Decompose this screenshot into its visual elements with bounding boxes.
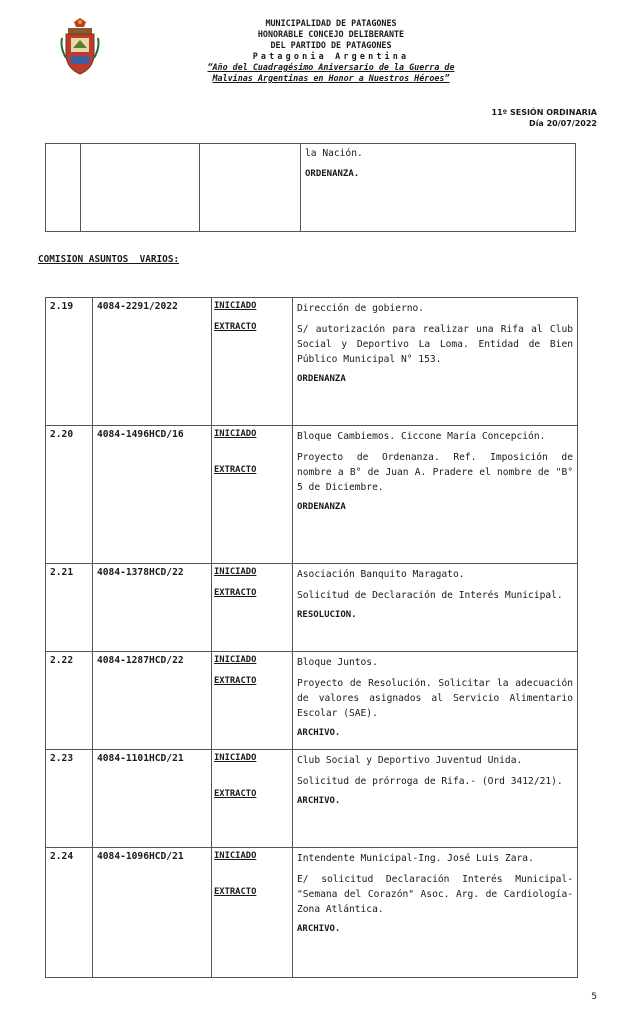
expediente-cell xyxy=(93,426,212,564)
item-number-cell xyxy=(46,298,93,426)
content-cell xyxy=(293,848,578,978)
expediente-cell xyxy=(93,298,212,426)
table-row xyxy=(46,848,578,978)
continued-text: la Nación. xyxy=(305,148,363,159)
header-motto-line2: Malvinas Argentinas en Honor a Nuestros Héroes” xyxy=(212,73,450,83)
item-number: 2.24 xyxy=(50,851,74,862)
label-cell xyxy=(212,652,293,750)
extracto-label: EXTRACTO xyxy=(214,588,257,598)
empty-cell xyxy=(200,144,301,232)
decision-text: ARCHIVO. xyxy=(297,924,341,934)
extracto-text: Solicitud de prórroga de Rifa.- (Ord 3412/21). xyxy=(297,776,563,787)
label-cell xyxy=(212,564,293,652)
expediente-cell xyxy=(93,652,212,750)
continued-decision: ORDENANZA. xyxy=(305,169,360,179)
empty-cell xyxy=(46,144,81,232)
expediente-cell xyxy=(93,564,212,652)
extracto-label: EXTRACTO xyxy=(214,676,257,686)
empty-cell xyxy=(81,144,200,232)
expediente-cell xyxy=(93,848,212,978)
iniciado-label: INICIADO xyxy=(214,753,257,763)
expediente-number: 4084-1101HCD/21 xyxy=(97,753,184,764)
extracto-label: EXTRACTO xyxy=(214,465,257,475)
header-council: HONORABLE CONCEJO DELIBERANTE xyxy=(257,29,405,39)
extracto-text: Solicitud de Declaración de Interés Municipal. xyxy=(297,590,563,601)
item-number-cell xyxy=(46,750,93,848)
expediente-number: 4084-1378HCD/22 xyxy=(97,567,184,578)
item-number-cell xyxy=(46,564,93,652)
content-cell xyxy=(293,564,578,652)
decision-text: RESOLUCION. xyxy=(297,610,357,620)
iniciado-text: Dirección de gobierno. xyxy=(297,303,425,314)
expediente-cell xyxy=(93,750,212,848)
extracto-label: EXTRACTO xyxy=(214,322,257,332)
decision-text: ORDENANZA xyxy=(297,374,346,384)
label-cell xyxy=(212,426,293,564)
extracto-text: S/ autorización para realizar una Rifa al Club Social y Deportivo La Loma. Entidad de Bien Público Municipal N° 153. xyxy=(297,324,573,365)
decision-text: ORDENANZA xyxy=(297,502,346,512)
commission-table xyxy=(45,297,578,978)
header-district: DEL PARTIDO DE PATAGONES xyxy=(270,40,392,50)
header-region: Patagonia Argentina xyxy=(252,51,410,61)
page-number: 5 xyxy=(591,992,597,1002)
label-cell xyxy=(212,750,293,848)
expediente-number: 4084-2291/2022 xyxy=(97,301,178,312)
extracto-text: Proyecto de Ordenanza. Ref. Imposición de nombre a B° de Juan A. Pradere el nombre de "B° 5 de Diciembre. xyxy=(297,452,573,493)
iniciado-label: INICIADO xyxy=(214,429,257,439)
table-row xyxy=(46,298,578,426)
continued-text-cell xyxy=(301,144,576,232)
iniciado-text: Asociación Banquito Maragato. xyxy=(297,569,465,580)
session-date: Día 20/07/2022 xyxy=(529,119,597,128)
table-row xyxy=(46,564,578,652)
session-info xyxy=(492,107,597,129)
extracto-label: EXTRACTO xyxy=(214,887,257,897)
table-row xyxy=(46,426,578,564)
item-number: 2.22 xyxy=(50,655,74,666)
extracto-label: EXTRACTO xyxy=(214,789,257,799)
iniciado-label: INICIADO xyxy=(214,567,257,577)
iniciado-label: INICIADO xyxy=(214,655,257,665)
expediente-number: 4084-1496HCD/16 xyxy=(97,429,184,440)
header-municipality: MUNICIPALIDAD DE PATAGONES xyxy=(265,18,397,28)
extracto-text: Proyecto de Resolución. Solicitar la adecuación de valores asignados al Servicio Alimentario Escolar (SAE). xyxy=(297,678,573,719)
item-number: 2.20 xyxy=(50,429,74,440)
item-number: 2.23 xyxy=(50,753,74,764)
session-title: 11º SESIÓN ORDINARIA xyxy=(491,108,597,117)
document-header xyxy=(0,18,618,84)
iniciado-text: Club Social y Deportivo Juventud Unida. xyxy=(297,755,523,766)
decision-text: ARCHIVO. xyxy=(297,796,341,806)
iniciado-label: INICIADO xyxy=(214,851,257,861)
item-number-cell xyxy=(46,426,93,564)
table-row xyxy=(46,652,578,750)
label-cell xyxy=(212,848,293,978)
item-number: 2.21 xyxy=(50,567,74,578)
item-number: 2.19 xyxy=(50,301,74,312)
item-number-cell xyxy=(46,848,93,978)
iniciado-text: Intendente Municipal-Ing. José Luis Zara. xyxy=(297,853,534,864)
iniciado-text: Bloque Cambiemos. Ciccone María Concepción. xyxy=(297,431,546,442)
header-motto-line1: “Año del Cuadragésimo Aniversario de la Guerra de xyxy=(207,62,455,72)
content-cell xyxy=(293,652,578,750)
extracto-text: E/ solicitud Declaración Interés Municipal- "Semana del Corazón" Asoc. Arg. de Cardiología- Zona Atlántica. xyxy=(297,874,573,915)
expediente-number: 4084-1287HCD/22 xyxy=(97,655,184,666)
section-title: COMISION ASUNTOS VARIOS: xyxy=(38,254,180,265)
content-cell xyxy=(293,750,578,848)
item-number-cell xyxy=(46,652,93,750)
table-row xyxy=(46,750,578,848)
content-cell xyxy=(293,426,578,564)
iniciado-label: INICIADO xyxy=(214,301,257,311)
label-cell xyxy=(212,298,293,426)
content-cell xyxy=(293,298,578,426)
decision-text: ARCHIVO. xyxy=(297,728,341,738)
continued-table xyxy=(45,143,576,232)
iniciado-text: Bloque Juntos. xyxy=(297,657,378,668)
expediente-number: 4084-1096HCD/21 xyxy=(97,851,184,862)
